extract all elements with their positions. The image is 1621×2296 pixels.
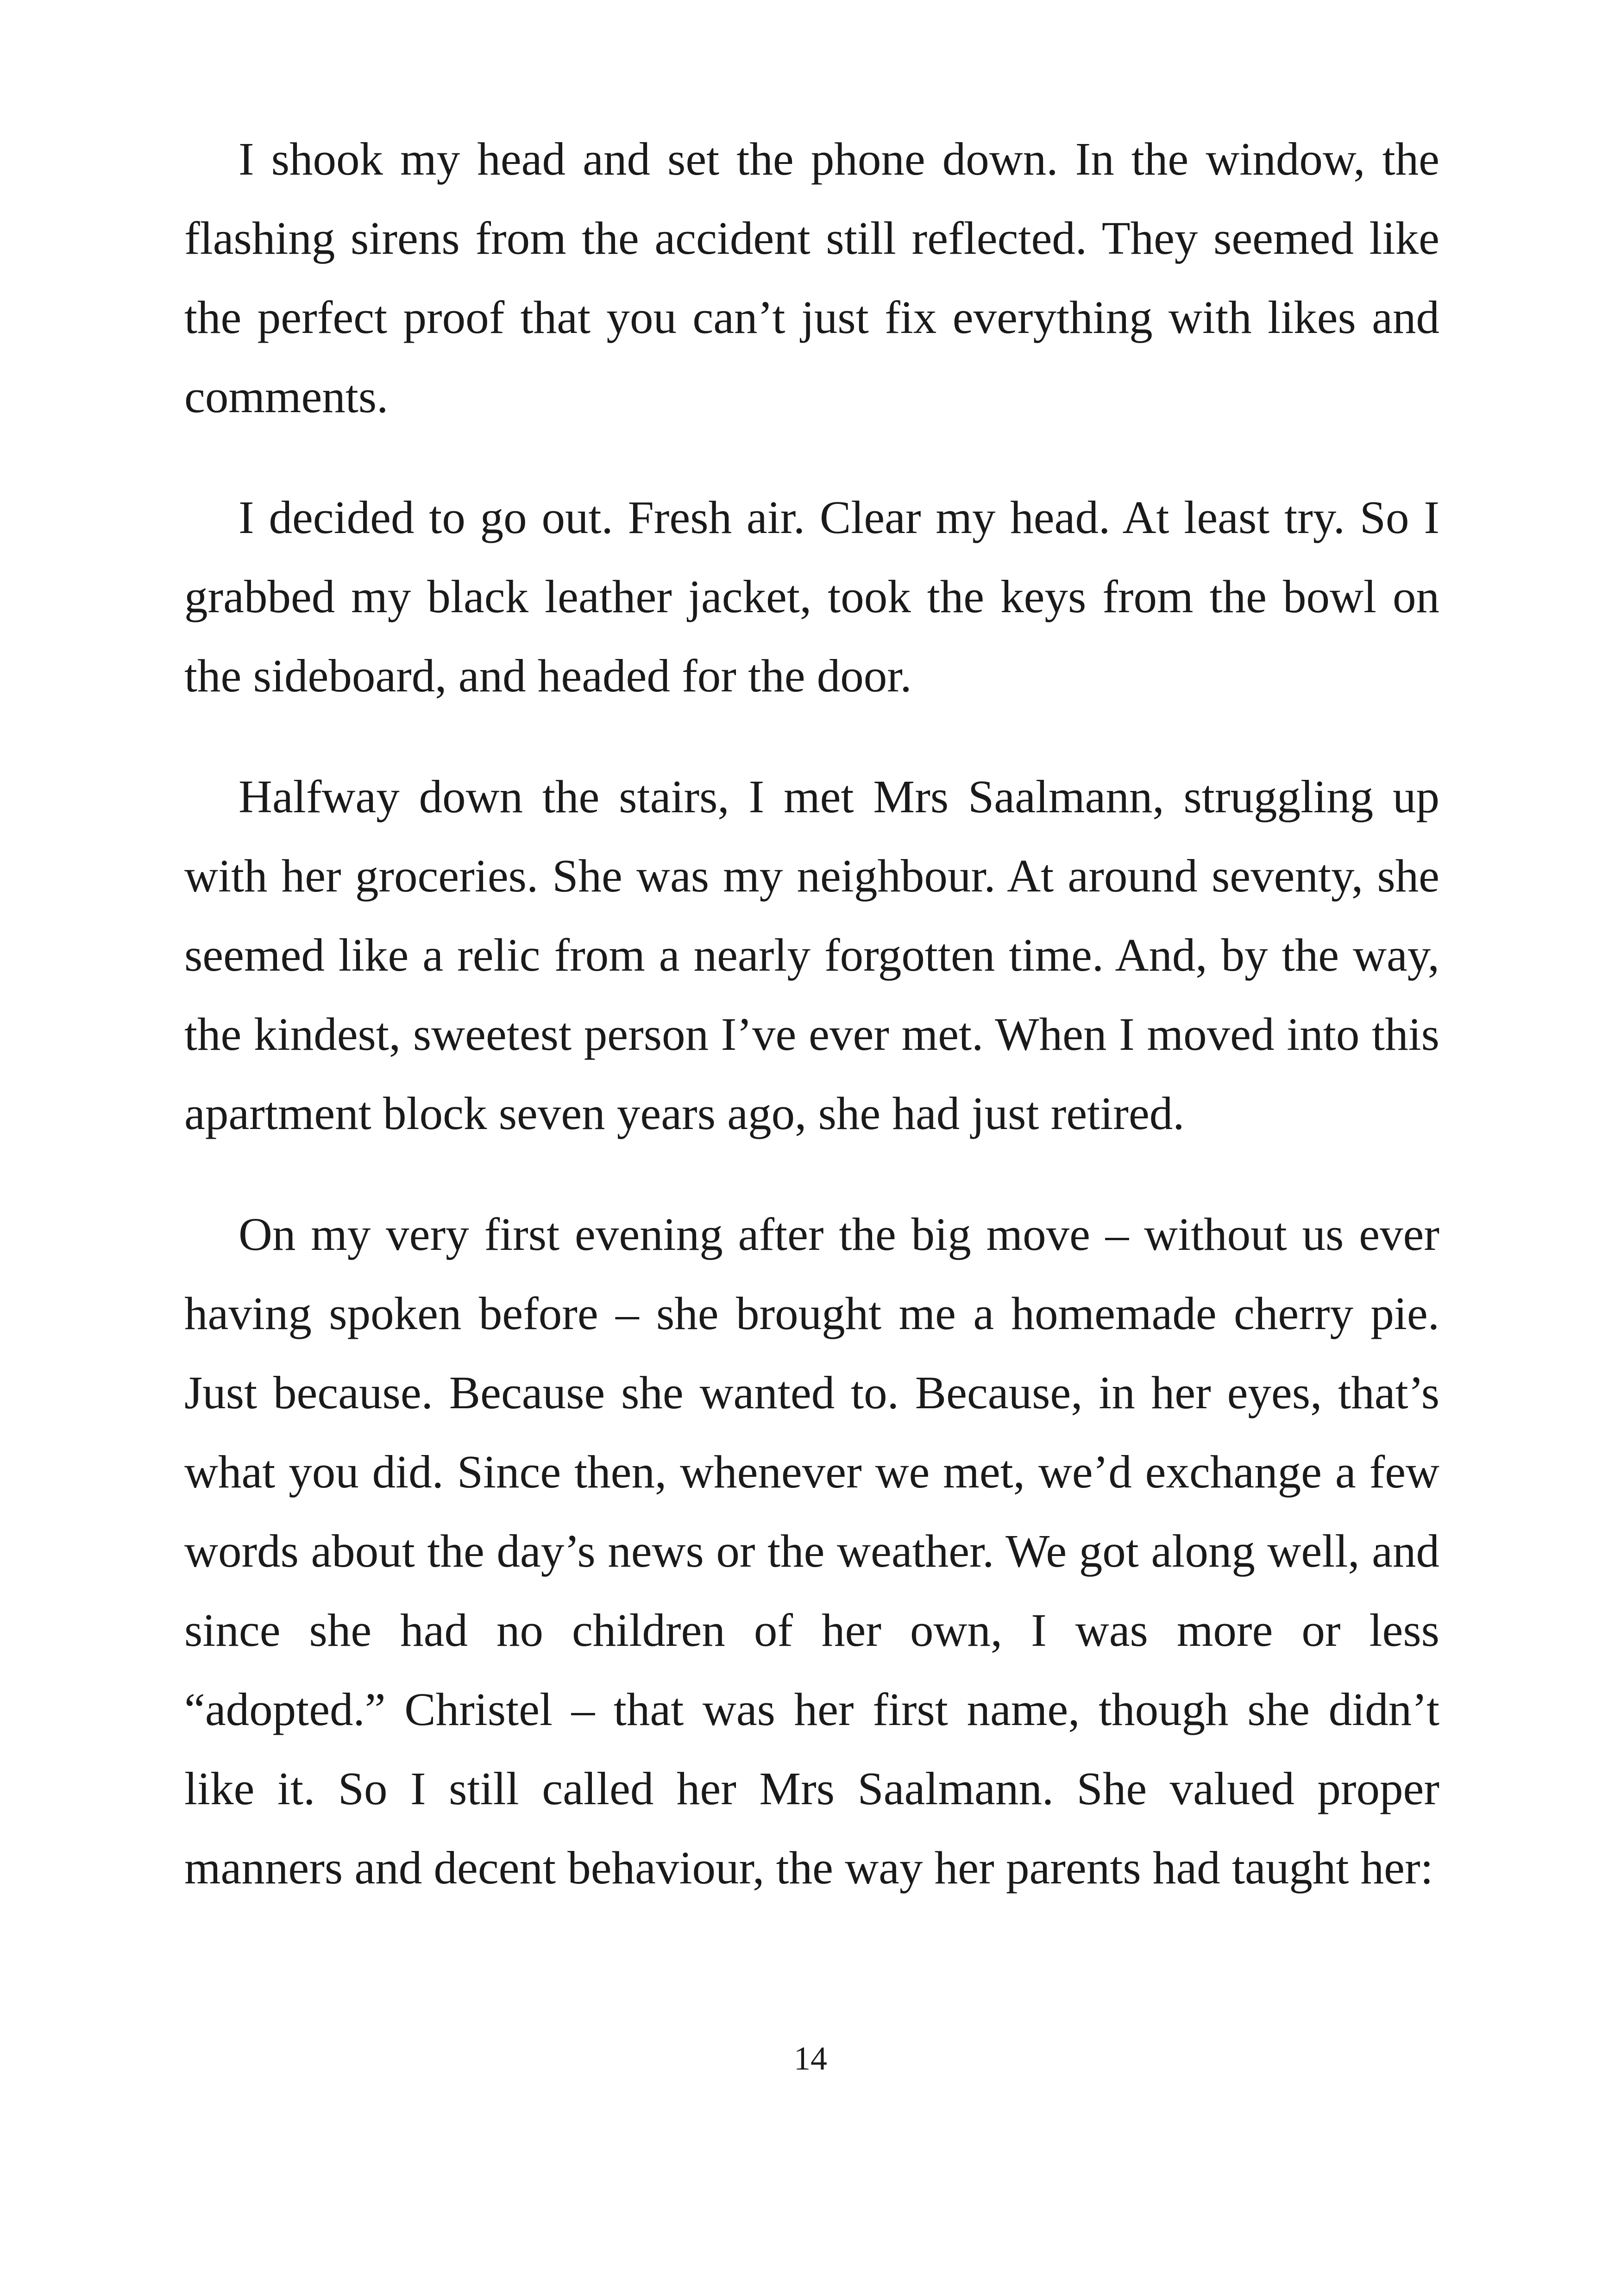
page-number: 14	[794, 2040, 827, 2077]
paragraph-2: I decided to go out. Fresh air. Clear my head. At least try. So I grabbed my black leather jacket, took the keys from the bowl on the sideboard, and headed for the door.	[184, 491, 1439, 702]
body-text	[184, 119, 1439, 1907]
paragraph-3: Halfway down the stairs, I met Mrs Saalmann, struggling up with her groceries. She was my neighbour. At around seventy, she seemed like a relic from a nearly forgotten time. And, by the way, the kindest, sweetest person I’ve ever met. When I moved into this apartment block seven years ago, she had just retired.	[184, 771, 1439, 1139]
paragraph-1: I shook my head and set the phone down. In the window, the flashing sirens from the accident still reflected. They seemed like the perfect proof that you can’t just fix everything with likes and comments.	[184, 133, 1439, 422]
paragraph-4: On my very first evening after the big move – without us ever having spoken before – she brought me a homemade cherry pie. Just because. Because she wanted to. Because, in her eyes, that’s what you did. Since then, whenever we met, we’d exchange a few words about the day’s news or the weather. We got along well, and since she had no children of her own, I was more or less “adopted.” Christel – that was her first name, though she didn’t like it. So I still called her Mrs Saalmann. She valued proper manners and decent behaviour, the way her parents had taught her:	[184, 1208, 1439, 1894]
